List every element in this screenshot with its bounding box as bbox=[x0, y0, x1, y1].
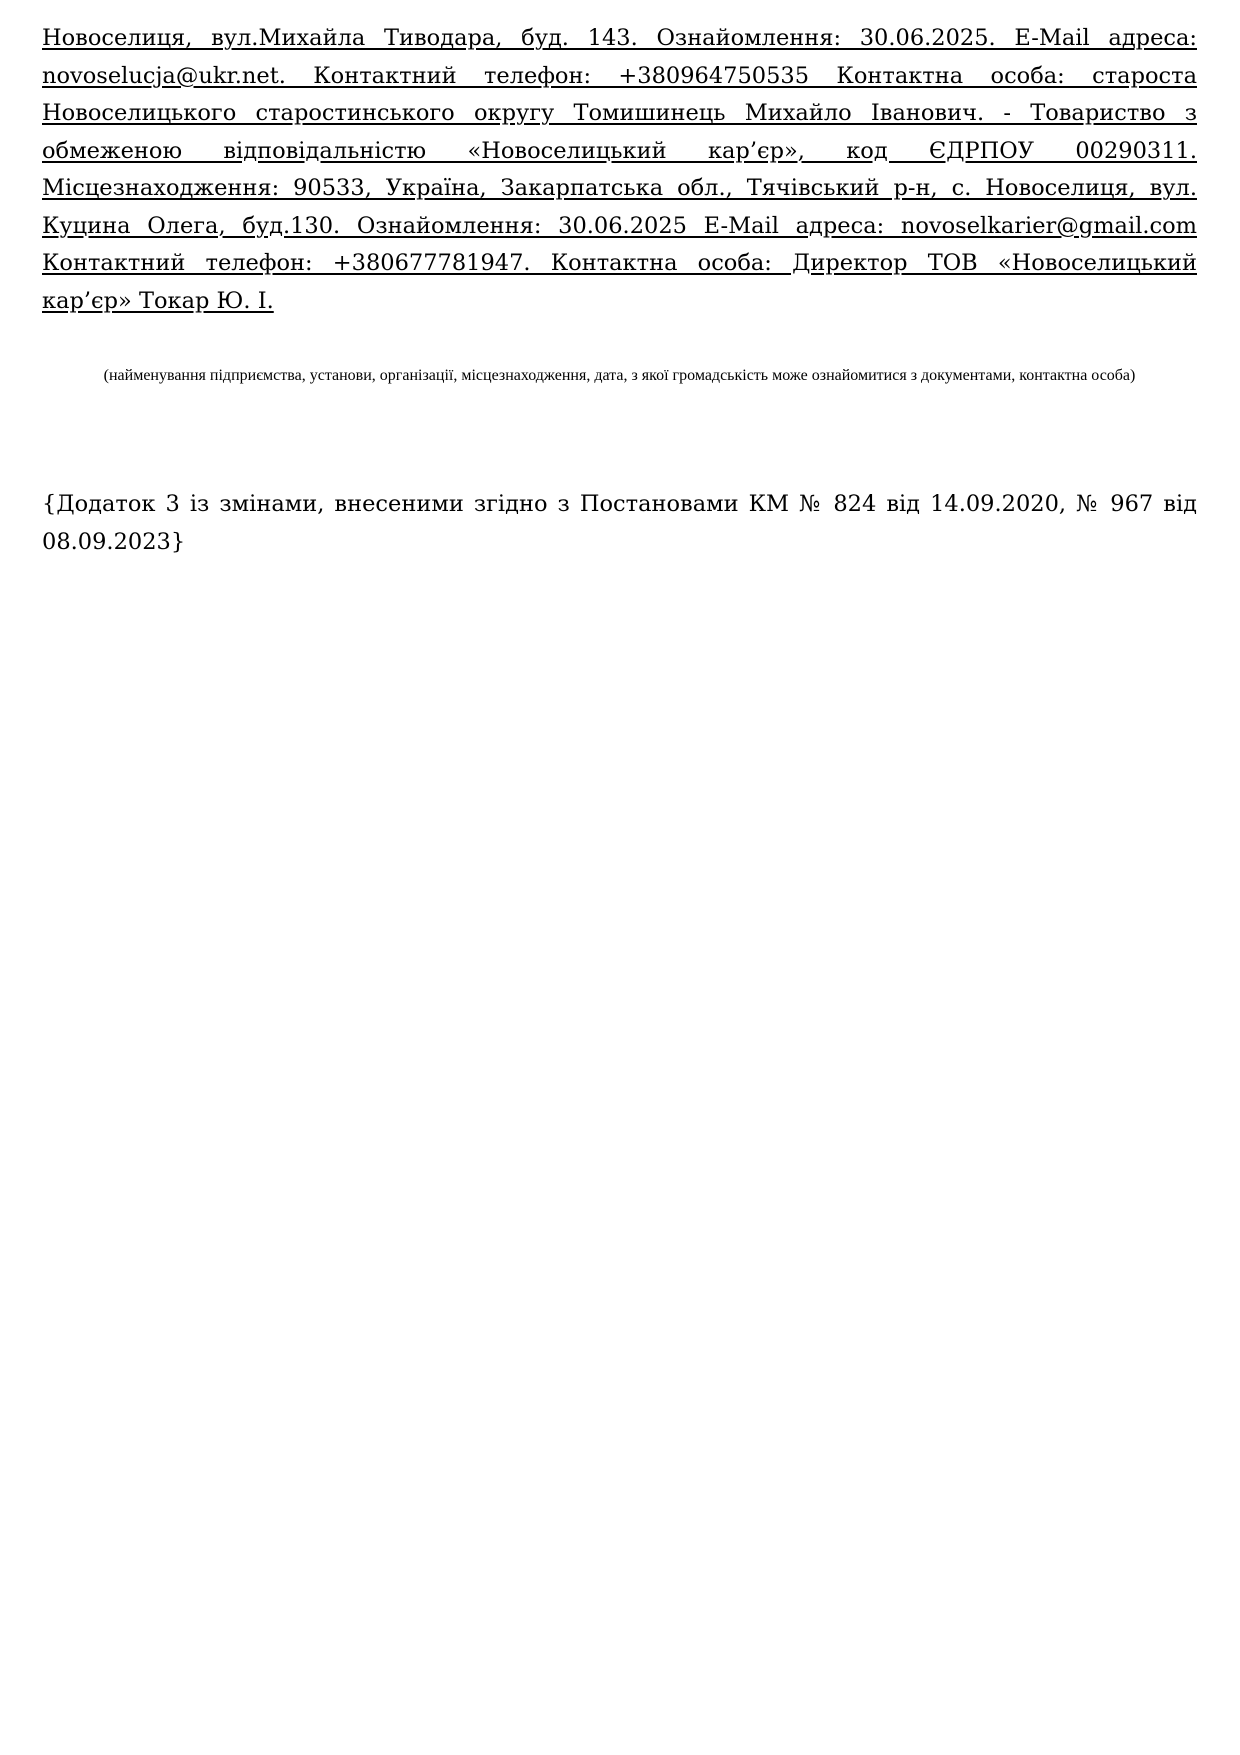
document-page bbox=[42, 0, 1197, 561]
contact-info-paragraph: Новоселиця, вул.Михайла Тиводара, буд. 143. Ознайомлення: 30.06.2025. E-Mail адреса: novoselucja@ukr.net. Контактний телефон: +380964750535 Контактна особа: староста Новоселицького старостинського округу Томишинець Михайло Іванович. - Товариство з обмеженою відповідальністю «Новоселицький кар’єр», код ЄДРПОУ 00290311. Місцезнаходження: 90533, Україна, Закарпатська обл., Тячівський р-н, с. Новоселиця, вул. Куцина Олега, буд.130. Ознайомлення: 30.06.2025 E-Mail адреса: novoselkarier@gmail.com Контактний телефон: +380677781947. Контактна особа: Директор ТОВ «Новоселицький кар’єр» Токар Ю. І. bbox=[42, 25, 1197, 314]
field-caption: (найменування підприємства, установи, організації, місцезнаходження, дата, з якої громадськість може ознайомитися з документами, контактна особа) bbox=[103, 367, 1136, 384]
amendment-note: {Додаток 3 із змінами, внесеними згідно з Постановами КМ № 824 від 14.09.2020, № 967 від 08.09.2023} bbox=[42, 491, 1197, 555]
